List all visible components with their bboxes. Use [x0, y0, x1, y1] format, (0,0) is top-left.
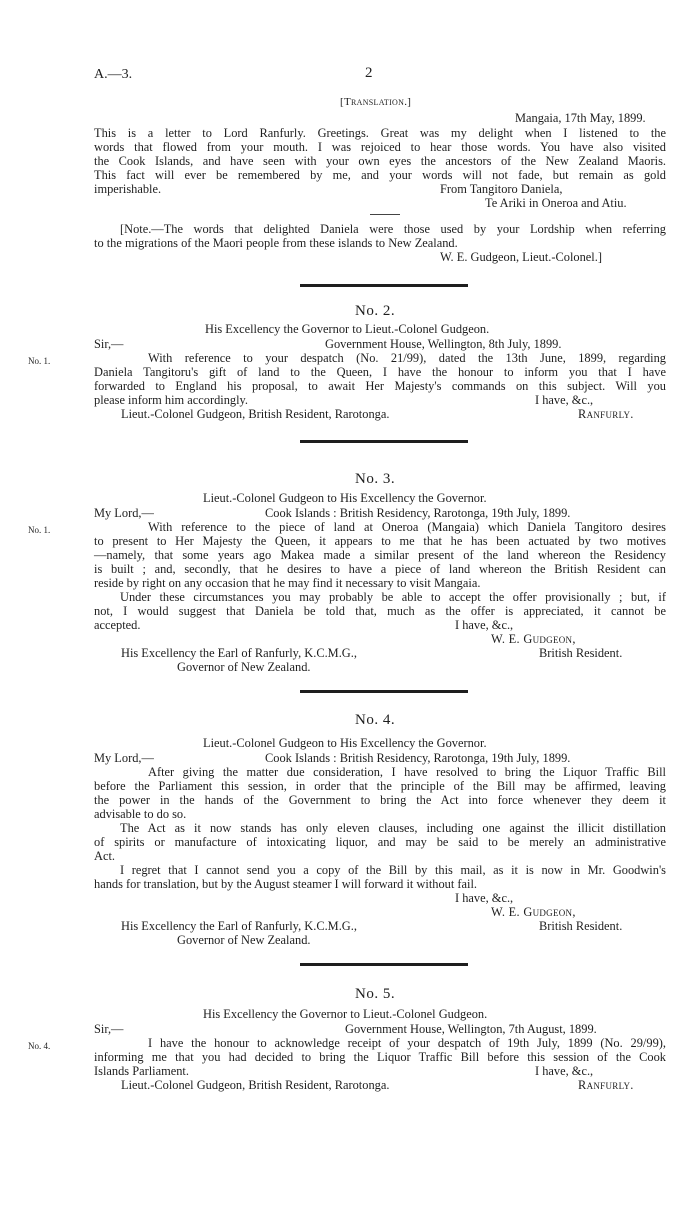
note-line: [Note.—The words that delighted Daniela were those used by your Lordship when referring	[120, 222, 666, 236]
body-line: hands for translation, but by the August steamer I will forward it without fail.	[94, 877, 478, 891]
signature: W. E. Gudgeon,	[491, 905, 576, 919]
body-line: before the Parliament this session, in order that the principle of the Bill may be affirmed, leaving	[94, 779, 666, 793]
body-line: Islands Parliament.	[94, 1064, 189, 1078]
body-line: accepted.	[94, 618, 141, 632]
body-line: With reference to the piece of land at Oneroa (Mangaia) which Daniela Tangitoro desires	[148, 520, 666, 534]
letter-number: No. 2.	[355, 303, 396, 319]
margin-reference: No. 4.	[28, 1041, 51, 1051]
body-line: I regret that I cannot send you a copy of the Bill by this mail, as it is now in Mr. Goodwin's	[120, 863, 666, 877]
short-divider	[370, 214, 400, 215]
addressee-line-2: Governor of New Zealand.	[177, 933, 311, 947]
note-line: to the migrations of the Maori people from these islands to New Zealand.	[94, 236, 458, 250]
body-line: Daniela Tangitoru's gift of land to the Queen, I have the honour to inform you that I have	[94, 365, 666, 379]
body-line: With reference to your despatch (No. 21/99), dated the 13th June, 1899, regarding	[148, 351, 666, 365]
signature-title: British Resident.	[539, 646, 623, 660]
letter-subheading: Lieut.-Colonel Gudgeon to His Excellency the Governor.	[203, 736, 487, 750]
body-line: Act.	[94, 849, 115, 863]
body-line: not, I would suggest that Daniela be told that, much as the offer is appreciated, it cannot be	[94, 604, 666, 618]
body-line: I have the honour to acknowledge receipt of your despatch of 19th July, 1899 (No. 29/99),	[148, 1036, 666, 1050]
body-line: imperishable.	[94, 182, 162, 196]
body-line: words that flowed from your mouth. I was rejoiced to hear those words. You have also visited	[94, 140, 666, 154]
translation-label: [Translation.]	[340, 96, 412, 108]
dateline: Cook Islands : British Residency, Rarotonga, 19th July, 1899.	[265, 751, 571, 765]
signature: Ranfurly.	[578, 1078, 634, 1092]
body-line: is built ; and, secondly, that he desires to have a piece of land whereon the British Resident can	[94, 562, 666, 576]
closing: I have, &c.,	[535, 1064, 594, 1078]
dateline: Government House, Wellington, 7th August, 1899.	[345, 1022, 597, 1036]
letter-body	[94, 520, 666, 632]
addressee: His Excellency the Earl of Ranfurly, K.C.M.G.,	[121, 646, 357, 660]
translation-from: From Tangitoro Daniela,	[440, 182, 563, 196]
body-line: This fact will ever be remembered by me, and your words will not fade, but remain as gold	[94, 168, 666, 182]
page-number: 2	[365, 65, 373, 81]
salutation: My Lord,—	[94, 751, 154, 765]
addressee-line-2: Governor of New Zealand.	[177, 660, 311, 674]
section-code: A.—3.	[94, 67, 133, 82]
translation-dateline: Mangaia, 17th May, 1899.	[515, 111, 646, 125]
salutation: Sir,—	[94, 337, 124, 351]
note-signature: W. E. Gudgeon, Lieut.-Colonel.]	[440, 250, 602, 264]
letter-subheading: His Excellency the Governor to Lieut.-Colonel Gudgeon.	[203, 1007, 488, 1021]
signature-title: British Resident.	[539, 919, 623, 933]
body-line: of spirits or manufacture of intoxicating liquor, and may be said to be merely an administrative	[94, 835, 666, 849]
signature: Ranfurly.	[578, 407, 634, 421]
translation-body	[94, 126, 666, 196]
letter-subheading: Lieut.-Colonel Gudgeon to His Excellency the Governor.	[203, 491, 487, 505]
letter-subheading: His Excellency the Governor to Lieut.-Colonel Gudgeon.	[205, 322, 490, 336]
closing: I have, &c.,	[535, 393, 594, 407]
body-line: reside by right on any occasion that he may find it necessary to visit Mangaia.	[94, 576, 481, 590]
body-line: Under these circumstances you may probably be able to accept the offer provisionally ; but, if	[120, 590, 666, 604]
letter-number: No. 3.	[355, 471, 396, 487]
letter-number: No. 5.	[355, 986, 396, 1002]
divider-rule	[300, 690, 468, 693]
addressee: His Excellency the Earl of Ranfurly, K.C.M.G.,	[121, 919, 357, 933]
divider-rule	[300, 963, 468, 966]
divider-rule	[300, 284, 468, 287]
body-line: the power in the hands of the Government to bring the Act into force whenever they deem it	[94, 793, 666, 807]
body-line: After giving the matter due consideration, I have resolved to bring the Liquor Traffic Bill	[148, 765, 666, 779]
addressee: Lieut.-Colonel Gudgeon, British Resident, Rarotonga.	[121, 1078, 390, 1092]
margin-reference: No. 1.	[28, 525, 51, 535]
body-line: advisable to do so.	[94, 807, 187, 821]
salutation: My Lord,—	[94, 506, 154, 520]
closing: I have, &c.,	[455, 891, 514, 905]
body-line: This is a letter to Lord Ranfurly. Greetings. Great was my delight when I listened to the	[94, 126, 666, 140]
body-line: The Act as it now stands has only eleven clauses, including one against the illicit distillation	[120, 821, 666, 835]
letter-body	[94, 765, 666, 891]
divider-rule	[300, 440, 468, 443]
body-line: please inform him accordingly.	[94, 393, 249, 407]
salutation: Sir,—	[94, 1022, 124, 1036]
body-line: forwarded to England his proposal, to await Her Majesty's commands on this subject. Will you	[94, 379, 666, 393]
closing: I have, &c.,	[455, 618, 514, 632]
dateline: Cook Islands : British Residency, Rarotonga, 19th July, 1899.	[265, 506, 571, 520]
signature: W. E. Gudgeon,	[491, 632, 576, 646]
letter-number: No. 4.	[355, 712, 396, 728]
body-line: informing me that you had decided to bring the Liquor Traffic Bill before this session of the Cook	[94, 1050, 666, 1064]
body-line: to present to Her Majesty the Queen, it appears to me that he has been actuated by two motives	[94, 534, 666, 548]
translation-title: Te Ariki in Oneroa and Atiu.	[485, 196, 627, 210]
translation-note	[94, 222, 666, 250]
margin-reference: No. 1.	[28, 356, 51, 366]
addressee: Lieut.-Colonel Gudgeon, British Resident, Rarotonga.	[121, 407, 390, 421]
body-line: —namely, that some years ago Makea made a similar present of the land whereon the Residency	[94, 548, 666, 562]
dateline: Government House, Wellington, 8th July, 1899.	[325, 337, 562, 351]
body-line: the Cook Islands, and have seen with your own eyes the ancestors of the New Zealand Maoris.	[94, 154, 666, 168]
